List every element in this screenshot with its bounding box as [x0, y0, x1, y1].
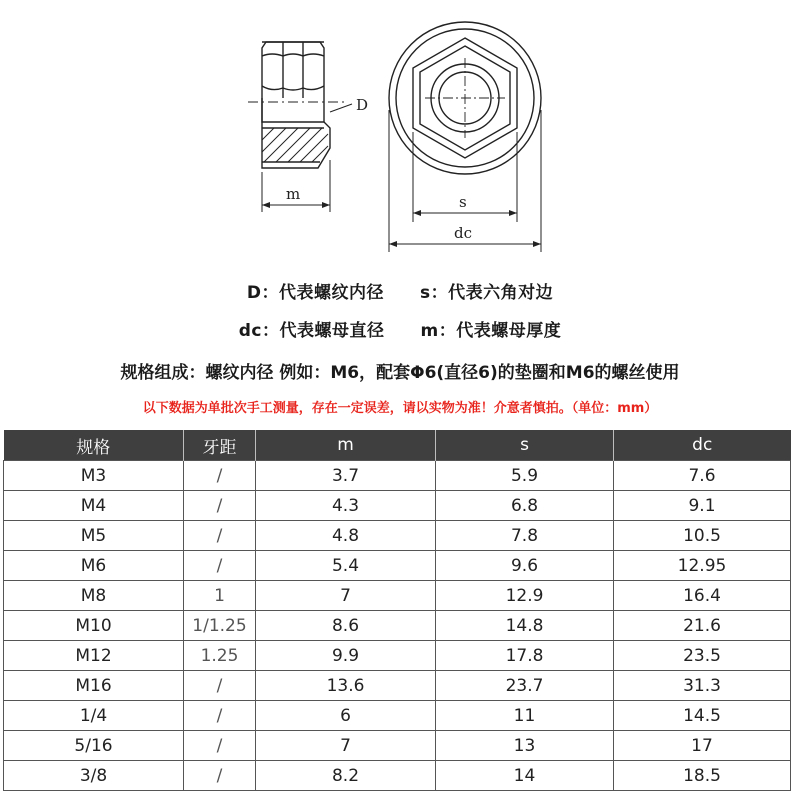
cell-s: 9.6 — [436, 551, 614, 581]
cell-m: 13.6 — [256, 671, 436, 701]
measurement-warning: 以下数据为单批次手工测量，存在一定误差，请以实物为准！介意者慎拍。（单位：mm） — [142, 401, 658, 416]
legend-dc: dc：代表螺母直径 — [238, 321, 385, 341]
cell-pitch: / — [184, 701, 256, 731]
table-row — [4, 521, 791, 551]
cell-s: 14 — [436, 761, 614, 791]
cell-pitch: / — [184, 731, 256, 761]
header-spec: 规格 — [4, 430, 184, 461]
cell-m: 5.4 — [256, 551, 436, 581]
cell-s: 6.8 — [436, 491, 614, 521]
cell-pitch: / — [184, 521, 256, 551]
cell-spec: M10 — [4, 611, 184, 641]
header-pitch: 牙距 — [184, 430, 256, 461]
cell-s: 14.8 — [436, 611, 614, 641]
cell-s: 13 — [436, 731, 614, 761]
cell-dc: 14.5 — [614, 701, 791, 731]
cell-dc: 10.5 — [614, 521, 791, 551]
cell-spec: M3 — [4, 461, 184, 491]
cell-m: 4.3 — [256, 491, 436, 521]
cell-m: 8.6 — [256, 611, 436, 641]
label-dc: dc — [454, 224, 473, 242]
cell-s: 17.8 — [436, 641, 614, 671]
header-s: s — [436, 430, 614, 461]
cell-s: 5.9 — [436, 461, 614, 491]
cell-dc: 21.6 — [614, 611, 791, 641]
cell-pitch: / — [184, 761, 256, 791]
label-m: m — [286, 185, 301, 203]
cell-s: 7.8 — [436, 521, 614, 551]
cell-pitch: 1 — [184, 581, 256, 611]
cell-s: 23.7 — [436, 671, 614, 701]
legend-D: D：代表螺纹内径 — [246, 283, 384, 303]
cell-m: 3.7 — [256, 461, 436, 491]
table-row — [4, 731, 791, 761]
cell-spec: M16 — [4, 671, 184, 701]
cell-m: 8.2 — [256, 761, 436, 791]
cell-spec: M4 — [4, 491, 184, 521]
cell-m: 6 — [256, 701, 436, 731]
label-s: s — [459, 193, 467, 211]
legend-m: m：代表螺母厚度 — [420, 321, 562, 341]
cell-pitch: 1/1.25 — [184, 611, 256, 641]
cell-spec: 1/4 — [4, 701, 184, 731]
table-row — [4, 581, 791, 611]
legend-line-1 — [0, 278, 800, 303]
top-view — [389, 22, 541, 252]
cell-m: 4.8 — [256, 521, 436, 551]
label-D: D — [356, 96, 369, 114]
cell-spec: M8 — [4, 581, 184, 611]
cell-dc: 31.3 — [614, 671, 791, 701]
cell-pitch: / — [184, 551, 256, 581]
table-header-row — [4, 430, 791, 461]
table-row — [4, 461, 791, 491]
legend-line-2 — [0, 316, 800, 341]
cell-m: 9.9 — [256, 641, 436, 671]
cell-s: 12.9 — [436, 581, 614, 611]
cell-spec: M6 — [4, 551, 184, 581]
cell-dc: 18.5 — [614, 761, 791, 791]
spec-note: 规格组成：螺纹内径 例如：M6，配套Φ6(直径6)的垫圈和M6的螺丝使用 — [120, 363, 680, 383]
cell-pitch: / — [184, 461, 256, 491]
cell-dc: 7.6 — [614, 461, 791, 491]
table-row — [4, 551, 791, 581]
cell-spec: M5 — [4, 521, 184, 551]
cell-dc: 9.1 — [614, 491, 791, 521]
cell-pitch: / — [184, 491, 256, 521]
table-row — [4, 611, 791, 641]
cell-m: 7 — [256, 581, 436, 611]
spec-table — [3, 430, 791, 791]
cell-dc: 17 — [614, 731, 791, 761]
cell-pitch: / — [184, 671, 256, 701]
technical-drawing — [0, 0, 800, 268]
table-row — [4, 641, 791, 671]
cell-spec: 5/16 — [4, 731, 184, 761]
cell-dc: 12.95 — [614, 551, 791, 581]
cell-dc: 23.5 — [614, 641, 791, 671]
header-m: m — [256, 430, 436, 461]
cell-m: 7 — [256, 731, 436, 761]
header-dc: dc — [614, 430, 791, 461]
cell-spec: M12 — [4, 641, 184, 671]
legend-s: s：代表六角对边 — [420, 283, 554, 303]
table-row — [4, 761, 791, 791]
cell-dc: 16.4 — [614, 581, 791, 611]
cell-spec: 3/8 — [4, 761, 184, 791]
cell-s: 11 — [436, 701, 614, 731]
table-row — [4, 701, 791, 731]
cell-pitch: 1.25 — [184, 641, 256, 671]
table-row — [4, 671, 791, 701]
table-row — [4, 491, 791, 521]
